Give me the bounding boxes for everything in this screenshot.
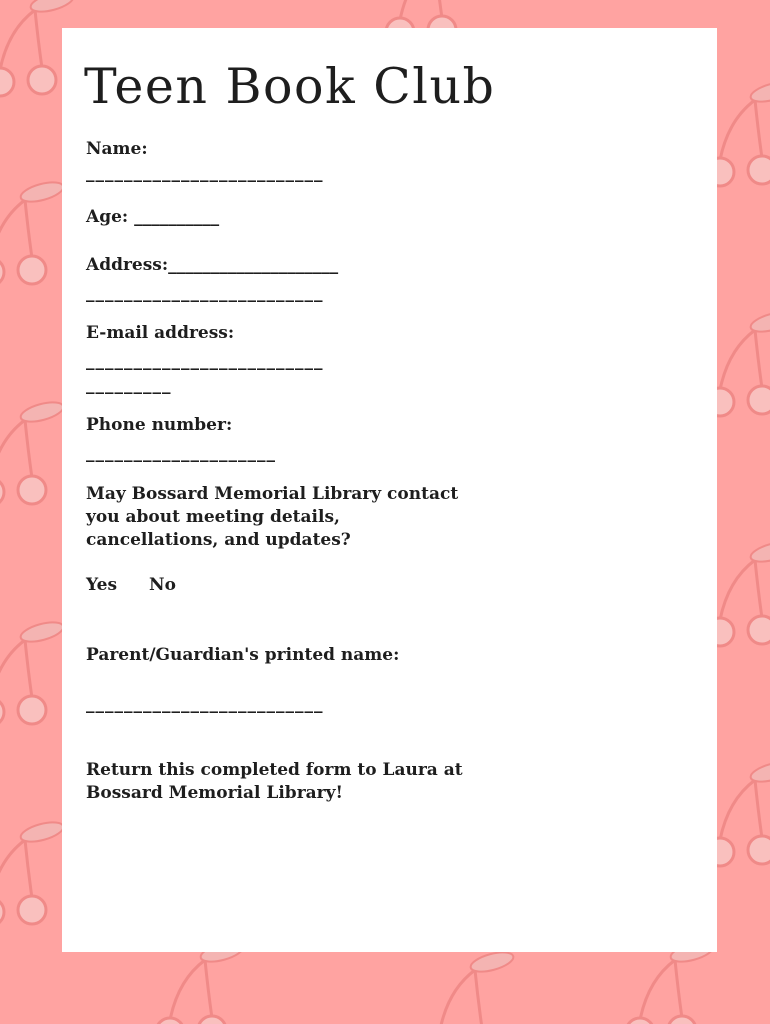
phone-label: Phone number: [86,415,233,435]
email-field[interactable]: _________________________ [86,351,324,371]
email-label: E-mail address: [86,323,235,343]
return-note-line-2: Bossard Memorial Library! [86,783,343,803]
form-card [62,28,717,952]
option-yes[interactable]: Yes [86,575,118,595]
return-note-line-1: Return this completed form to Laura at [86,760,463,780]
parent-name-field[interactable]: _________________________ [86,694,324,714]
name-label: Name: [86,139,148,159]
name-field[interactable]: _________________________ [86,163,324,183]
parent-label: Parent/Guardian's printed name: [86,645,400,665]
address-field[interactable]: Address:____________________ [86,255,339,275]
form-title: Teen Book Club [84,58,496,115]
contact-options [86,574,176,597]
option-no[interactable]: No [149,575,176,595]
contact-question-line-2: you about meeting details, [86,507,340,527]
age-field[interactable]: Age: __________ [86,207,220,227]
email-field-continued[interactable]: _________ [86,375,172,395]
contact-question-line-3: cancellations, and updates? [86,530,351,550]
contact-question-line-1: May Bossard Memorial Library contact [86,484,459,504]
phone-field[interactable]: ____________________ [86,443,276,463]
address-line-2-field[interactable]: _________________________ [86,283,324,303]
